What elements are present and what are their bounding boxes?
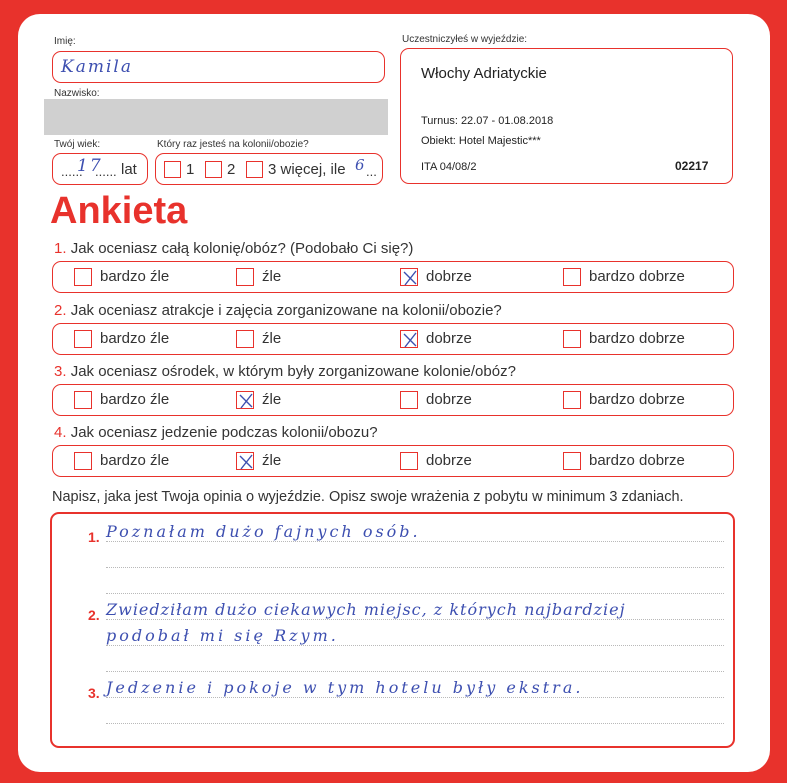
page-title: Ankieta <box>50 190 188 232</box>
option-label: źle <box>262 391 282 408</box>
trip-name: Włochy Adriatyckie <box>421 65 547 82</box>
times-opt2-label: 2 <box>227 161 236 178</box>
option-checkbox[interactable] <box>400 452 418 470</box>
trip-number: 02217 <box>675 159 709 173</box>
trip-turnus: Turnus: 22.07 - 01.08.2018 <box>421 115 554 127</box>
option-checkbox[interactable] <box>563 268 581 286</box>
question-2-text <box>54 302 502 319</box>
opinion-number: 1. <box>88 529 100 545</box>
opinion-handwriting: Jedzenie i pokoje w tym hotelu były ekstra. <box>106 678 584 697</box>
age-dots-left: ...... <box>61 164 83 179</box>
option-checkbox[interactable] <box>563 330 581 348</box>
opinion-handwriting: Zwiedziłam dużo ciekawych miejsc, z których najbardziej <box>106 600 626 619</box>
option-checkbox[interactable] <box>236 452 254 470</box>
question-4-options <box>52 445 734 477</box>
option-checkbox[interactable] <box>236 268 254 286</box>
question-3-text <box>54 363 516 380</box>
option-label: bardzo dobrze <box>589 452 685 469</box>
option-checkbox[interactable] <box>563 391 581 409</box>
option-checkbox[interactable] <box>400 330 418 348</box>
question-1-options <box>52 261 734 293</box>
option-label: bardzo źle <box>100 391 170 408</box>
option-checkbox[interactable] <box>236 391 254 409</box>
ruled-line <box>106 697 724 698</box>
opinion-handwriting: Poznałam dużo fajnych osób. <box>106 522 421 541</box>
opinion-box[interactable] <box>50 512 735 748</box>
question-label: Jak oceniasz atrakcje i zajęcia zorganizowane na kolonii/obozie? <box>70 302 502 319</box>
times-opt3-label: 3 więcej, ile <box>268 161 346 178</box>
name-field[interactable] <box>52 51 385 83</box>
surname-redaction <box>44 99 388 135</box>
ruled-line <box>106 723 724 724</box>
question-label: Jak oceniasz jedzenie podczas kolonii/obozu? <box>70 424 378 441</box>
ruled-line <box>106 645 724 646</box>
option-checkbox[interactable] <box>563 452 581 470</box>
option-label: bardzo źle <box>100 268 170 285</box>
times-label: Który raz jesteś na kolonii/obozie? <box>157 139 309 150</box>
option-checkbox[interactable] <box>74 330 92 348</box>
question-number: 1. <box>54 240 67 257</box>
question-2-options <box>52 323 734 355</box>
ruled-line <box>106 593 724 594</box>
times-field <box>155 153 383 185</box>
question-4-text <box>54 424 378 441</box>
age-value: 17 <box>77 156 103 176</box>
question-number: 2. <box>54 302 67 319</box>
option-label: dobrze <box>426 391 472 408</box>
opinion-prompt: Napisz, jaka jest Twoja opinia o wyjeździe. Opisz swoje wrażenia z pobytu w minimum 3 zdaniach. <box>52 489 684 505</box>
question-1-text <box>54 240 413 257</box>
name-label: Imię: <box>54 36 76 47</box>
question-label: Jak oceniasz ośrodek, w którym były zorganizowane kolonie/obóz? <box>70 363 516 380</box>
ruled-line <box>106 541 724 542</box>
question-label: Jak oceniasz całą kolonię/obóz? (Podobało Ci się?) <box>70 240 414 257</box>
trip-code: ITA 04/08/2 <box>421 161 477 173</box>
option-label: dobrze <box>426 268 472 285</box>
option-checkbox[interactable] <box>400 391 418 409</box>
option-label: dobrze <box>426 452 472 469</box>
option-label: bardzo dobrze <box>589 391 685 408</box>
option-label: bardzo dobrze <box>589 268 685 285</box>
times-dots: ... <box>366 164 377 179</box>
times-checkbox-3[interactable] <box>246 161 263 178</box>
ruled-line <box>106 567 724 568</box>
ruled-line <box>106 671 724 672</box>
trip-obiekt: Obiekt: Hotel Majestic*** <box>421 135 541 147</box>
option-label: źle <box>262 452 282 469</box>
age-field[interactable] <box>52 153 148 185</box>
option-checkbox[interactable] <box>74 391 92 409</box>
surname-label: Nazwisko: <box>54 88 100 99</box>
option-label: bardzo źle <box>100 452 170 469</box>
times-checkbox-1[interactable] <box>164 161 181 178</box>
opinion-handwriting: podobał mi się Rzym. <box>106 626 339 645</box>
opinion-number: 3. <box>88 685 100 701</box>
name-value: Kamila <box>61 57 133 77</box>
age-unit: lat <box>121 161 137 178</box>
times-value: 6 <box>355 156 367 174</box>
question-number: 4. <box>54 424 67 441</box>
age-dots-right: ...... <box>95 164 117 179</box>
option-checkbox[interactable] <box>74 452 92 470</box>
option-checkbox[interactable] <box>236 330 254 348</box>
survey-sheet <box>18 14 770 772</box>
question-3-options <box>52 384 734 416</box>
question-number: 3. <box>54 363 67 380</box>
option-label: źle <box>262 268 282 285</box>
option-checkbox[interactable] <box>74 268 92 286</box>
option-checkbox[interactable] <box>400 268 418 286</box>
option-label: dobrze <box>426 330 472 347</box>
times-opt1-label: 1 <box>186 161 195 178</box>
times-checkbox-2[interactable] <box>205 161 222 178</box>
option-label: bardzo źle <box>100 330 170 347</box>
trip-info-box <box>400 48 733 184</box>
ruled-line <box>106 619 724 620</box>
option-label: źle <box>262 330 282 347</box>
trip-label: Uczestniczyłeś w wyjeździe: <box>402 34 528 45</box>
age-label: Twój wiek: <box>54 139 101 150</box>
option-label: bardzo dobrze <box>589 330 685 347</box>
opinion-number: 2. <box>88 607 100 623</box>
